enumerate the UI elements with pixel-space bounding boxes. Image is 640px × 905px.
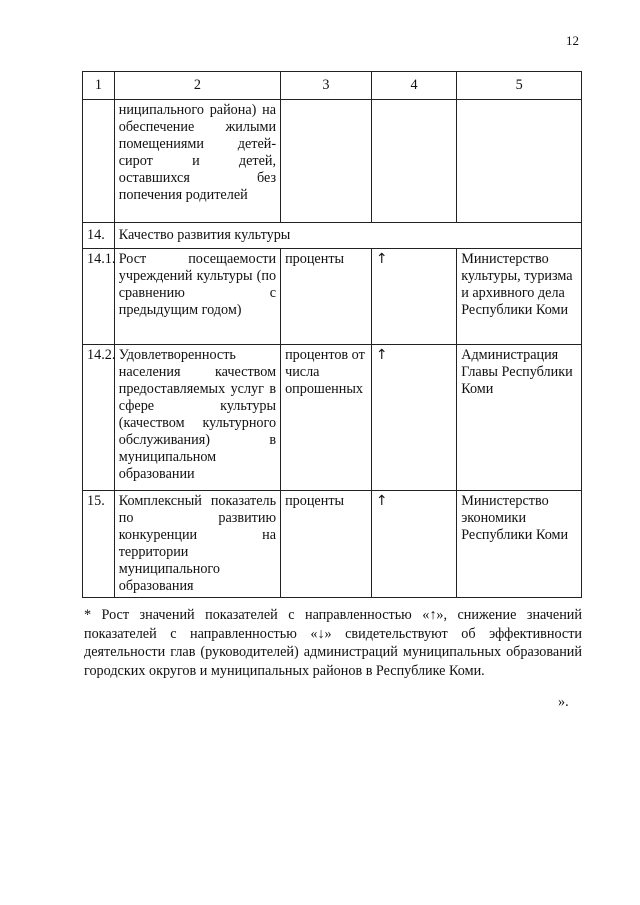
direction-cell: [371, 100, 456, 223]
indicator-text: Удовлетворенность населения качеством предоставляемых услуг в сфере культуры (качеством культурного обслуживания) в муниципальном образовании: [114, 345, 280, 491]
page-number: 12: [566, 33, 579, 48]
section-number: 14.: [83, 223, 115, 249]
footnote: * Рост значений показателей с направленностью «↑», снижение значений показателей с направленностью «↓» свидетельствуют об эффективности деятельности глав (руководителей) администраций муниципальных образований городских округов и муниципальных районов в Республике Коми.: [84, 607, 582, 679]
row-number: 14.2.: [83, 345, 115, 491]
responsible-cell: Министерство экономики Республики Коми: [457, 491, 582, 598]
row-number: 14.1.: [83, 249, 115, 345]
responsible-cell: Администрация Главы Республики Коми: [457, 345, 582, 491]
direction-arrow-icon: ↑: [371, 491, 456, 598]
row-number: [83, 100, 115, 223]
header-cell-2: 2: [114, 72, 280, 100]
header-cell-1: 1: [83, 72, 115, 100]
row-number: 15.: [83, 491, 115, 598]
header-cell-3: 3: [281, 72, 372, 100]
unit-cell: проценты: [281, 491, 372, 598]
section-row: [83, 223, 582, 249]
unit-cell: процентов от числа опрошенных: [281, 345, 372, 491]
closing-quote-mark: ».: [558, 694, 569, 710]
unit-cell: проценты: [281, 249, 372, 345]
table-row: [83, 100, 582, 223]
table-row: [83, 249, 582, 345]
responsible-cell: Министерство культуры, туризма и архивного дела Республики Коми: [457, 249, 582, 345]
indicator-table: [82, 71, 582, 598]
table-header-row: [83, 72, 582, 100]
section-title: Качество развития культуры: [114, 223, 581, 249]
header-cell-5: 5: [457, 72, 582, 100]
indicator-text: Рост посещаемости учреждений культуры (по сравнению с предыдущим годом): [114, 249, 280, 345]
indicator-text: Комплексный показатель по развитию конкуренции на территории муниципального образования: [114, 491, 280, 598]
direction-arrow-icon: ↑: [371, 249, 456, 345]
header-cell-4: 4: [371, 72, 456, 100]
table-row: [83, 345, 582, 491]
direction-arrow-icon: ↑: [371, 345, 456, 491]
responsible-cell: [457, 100, 582, 223]
table-row: [83, 491, 582, 598]
indicator-text: ниципального района) на обеспечение жилыми помещениями детей-сирот и детей, оставшихся без попечения родителей: [114, 100, 280, 223]
unit-cell: [281, 100, 372, 223]
